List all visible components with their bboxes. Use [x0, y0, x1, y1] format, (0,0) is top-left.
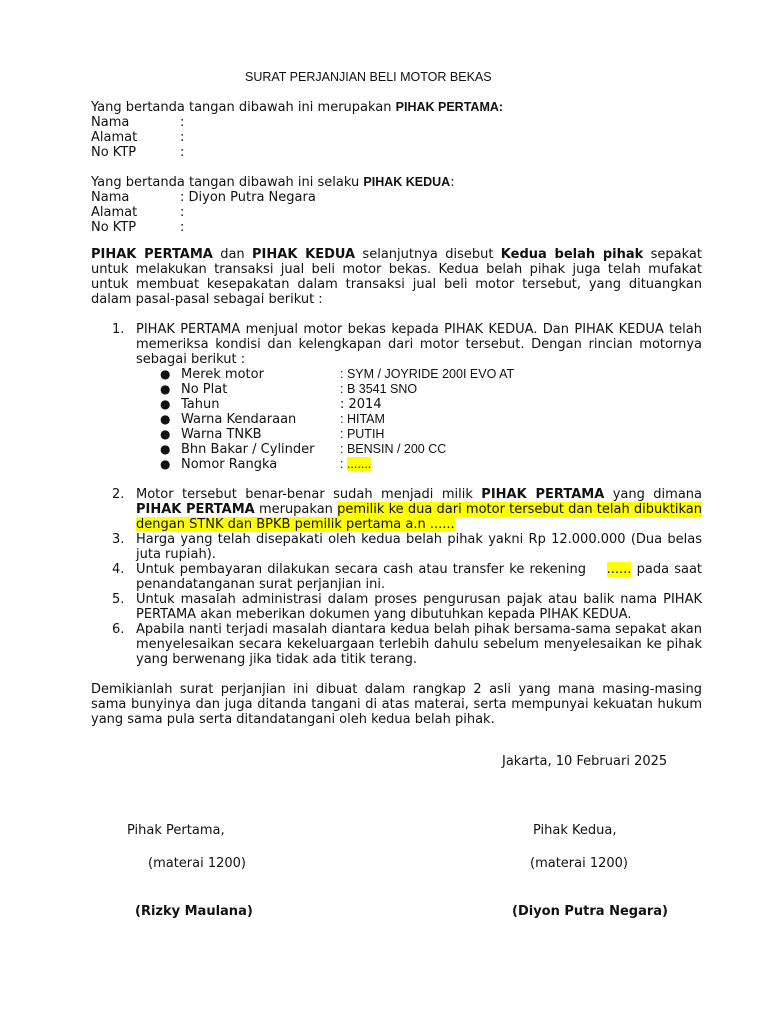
- motor-detail-label: No Plat: [181, 382, 228, 397]
- bullet-icon: ●: [160, 412, 171, 426]
- clause-number: 1.: [112, 322, 125, 337]
- first-party-intro-text: Yang bertanda tangan dibawah ini merupakan: [91, 100, 396, 115]
- first-party-name: (Rizky Maulana): [135, 904, 253, 919]
- second-party-intro-text: Yang bertanda tangan dibawah ini selaku: [91, 175, 364, 190]
- field-value: :: [180, 205, 185, 220]
- clause-2-bold: PIHAK PERTAMA: [481, 487, 605, 502]
- field-label: Alamat: [91, 205, 138, 220]
- clause-number: 6.: [112, 622, 125, 637]
- motor-detail-label: Warna TNKB: [181, 427, 262, 442]
- motor-detail-label: Merek motor: [181, 367, 264, 382]
- clause-2-highlight: pemilik ke dua dari motor tersebut dan telah dibuktikan dengan STNK dan BPKB pemilik pertama a.n ......: [136, 502, 703, 532]
- second-party-intro: [91, 175, 455, 190]
- agreement-paragraph: [91, 247, 702, 307]
- motor-detail-label: Nomor Rangka: [181, 457, 278, 472]
- first-party-colon: :: [498, 100, 504, 114]
- clause-6-text: Apabila nanti terjadi masalah diantara kedua belah pihak bersama-sama sepakat akan menyelesaikan secara kekeluargaan terlebih dahulu sebelum menyelesaikan ke pihak yang berwenang jika tidak ada titik terang.: [136, 622, 702, 667]
- agreement-bold-1: PIHAK PERTAMA: [91, 247, 213, 262]
- second-party-name: (Diyon Putra Negara): [512, 904, 668, 919]
- clause-3-text: Harga yang telah disepakati oleh kedua belah pihak yakni Rp 12.000.000 (Dua belas juta rupiah).: [136, 532, 702, 562]
- clause-4-part: Untuk pembayaran dilakukan secara cash atau transfer ke rekening: [136, 562, 592, 577]
- agreement-bold-3: Kedua belah pihak: [500, 247, 644, 262]
- closing-paragraph: Demikianlah surat perjanjian ini dibuat dalam rangkap 2 asli yang mana masing-masing sama bunyinya dan juga ditanda tangani di atas materai, serta mempunyai kekuatan hukum yang sama pula serta ditandatangani oleh kedua belah pihak.: [91, 682, 702, 727]
- first-party-signature-label: Pihak Pertama,: [127, 823, 225, 838]
- field-value: :: [180, 220, 185, 235]
- field-label: No KTP: [91, 220, 137, 235]
- second-party-stamp: (materai 1200): [530, 856, 629, 871]
- motor-detail-value: [340, 457, 371, 472]
- clause-2-text: [136, 487, 702, 532]
- motor-detail-value: : BENSIN / 200 CC: [340, 442, 447, 456]
- field-label: Alamat: [91, 130, 138, 145]
- bullet-icon: ●: [160, 367, 171, 381]
- clause-number: 5.: [112, 592, 125, 607]
- clause-2-bold: PIHAK PERTAMA: [136, 502, 255, 517]
- field-label: Nama: [91, 190, 130, 205]
- first-party-label: PIHAK PERTAMA: [395, 100, 499, 114]
- field-value: : Diyon Putra Negara: [180, 190, 316, 205]
- second-party-signature-label: Pihak Kedua,: [533, 823, 617, 838]
- clause-number: 4.: [112, 562, 125, 577]
- clause-2-part: Motor tersebut benar-benar sudah menjadi milik: [136, 487, 482, 502]
- bullet-icon: ●: [160, 457, 171, 471]
- motor-detail-value: : 2014: [340, 397, 382, 412]
- agreement-text-3: sepakat untuk melakukan transaksi jual beli motor bekas. Kedua belah pihak juga telah mufakat untuk membuat kesepakatan dalam transaksi jual beli motor tersebut, yang dituangkan dalam pasal-pasal sebagai berikut :: [91, 247, 702, 307]
- field-label: Nama: [91, 115, 130, 130]
- second-party-label: PIHAK KEDUA: [363, 175, 451, 189]
- highlighted-placeholder: .......: [346, 457, 372, 471]
- place-date: Jakarta, 10 Februari 2025: [502, 754, 668, 769]
- motor-detail-label: Tahun: [181, 397, 220, 412]
- agreement-text-1: dan: [212, 247, 253, 262]
- motor-detail-value: : B 3541 SNO: [340, 382, 418, 396]
- motor-detail-label: Bhn Bakar / Cylinder: [181, 442, 315, 457]
- motor-detail-value-prefix: :: [340, 457, 347, 471]
- field-label: No KTP: [91, 145, 137, 160]
- bullet-icon: ●: [160, 442, 171, 456]
- clause-4-part: pada saat penandatanganan surat perjanjian ini.: [136, 562, 703, 592]
- motor-detail-value: : PUTIH: [340, 427, 385, 441]
- clause-4-text: [136, 562, 702, 592]
- clause-5-text: Untuk masalah administrasi dalam proses pengurusan pajak atau balik nama PIHAK PERTAMA akan meberikan dokumen yang dibutuhkan kepada PIHAK KEDUA.: [136, 592, 702, 622]
- clause-number: 2.: [112, 487, 125, 502]
- clause-4-highlight: ......: [606, 562, 632, 577]
- agreement-text-2: selanjutnya disebut: [355, 247, 501, 262]
- clause-1-text: PIHAK PERTAMA menjual motor bekas kepada PIHAK KEDUA. Dan PIHAK KEDUA telah memeriksa kondisi dan kelengkapan dari motor tersebut. Dengan rincian motornya sebagai berikut :: [136, 322, 702, 367]
- motor-detail-value: : HITAM: [340, 412, 385, 426]
- field-value: :: [180, 115, 185, 130]
- field-value: :: [180, 145, 185, 160]
- first-party-intro: [91, 100, 503, 115]
- motor-detail-label: Warna Kendaraan: [181, 412, 297, 427]
- document-title: SURAT PERJANJIAN BELI MOTOR BEKAS: [245, 70, 492, 84]
- agreement-bold-2: PIHAK KEDUA: [252, 247, 356, 262]
- motor-detail-value: : SYM / JOYRIDE 200I EVO AT: [340, 367, 515, 381]
- bullet-icon: ●: [160, 397, 171, 411]
- field-value: :: [180, 130, 185, 145]
- first-party-stamp: (materai 1200): [148, 856, 247, 871]
- bullet-icon: ●: [160, 382, 171, 396]
- clause-number: 3.: [112, 532, 125, 547]
- clause-2-part: merupakan: [254, 502, 338, 517]
- clause-2-part: yang dimana: [604, 487, 702, 502]
- second-party-colon: :: [450, 175, 455, 190]
- bullet-icon: ●: [160, 427, 171, 441]
